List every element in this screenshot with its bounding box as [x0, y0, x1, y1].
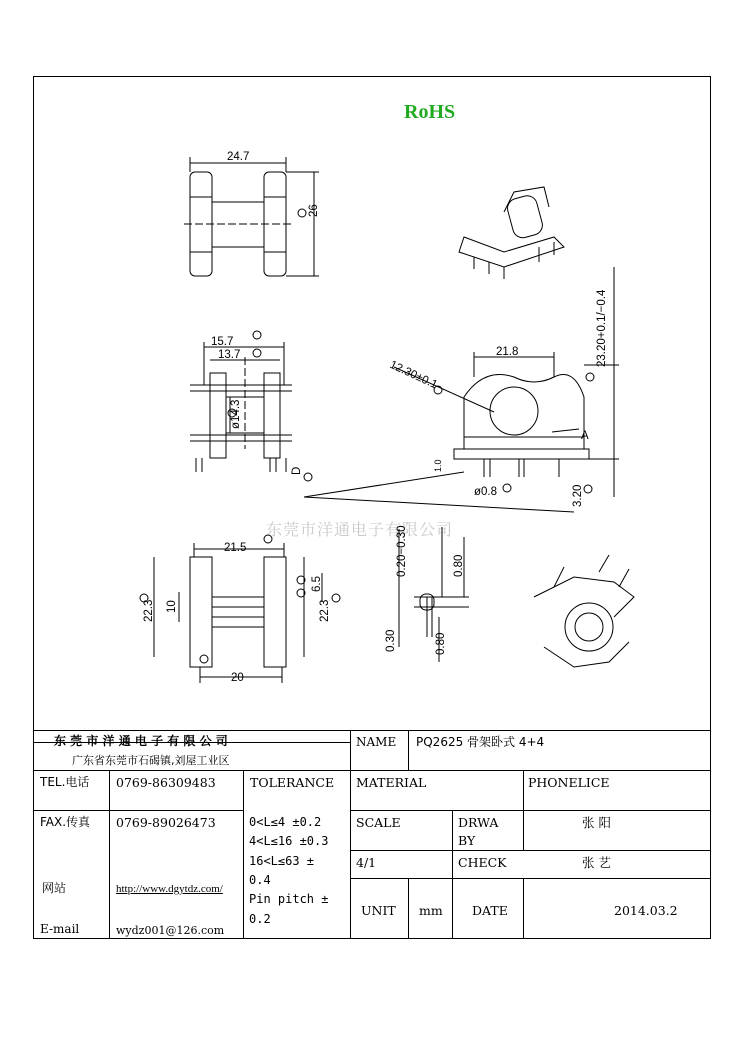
- dim-bottom-base: 20: [231, 672, 244, 684]
- company-address: 广东省东莞市石碣镇,刘屋工业区: [72, 754, 230, 767]
- tolerance-row-4: 0.4: [249, 873, 271, 887]
- top-view: [184, 157, 319, 276]
- company-name: 东 莞 市 洋 通 电 子 有 限 公 司: [54, 734, 228, 748]
- dim-bottom-right-h: 22.3: [319, 599, 331, 622]
- unit-value: mm: [419, 903, 443, 918]
- tel-value: 0769-86309483: [116, 775, 216, 790]
- tolerance-label: TOLERANCE: [250, 775, 335, 790]
- technical-drawing: [34, 77, 710, 727]
- tolerance-row-5: Pin pitch ±: [249, 892, 329, 906]
- drawing-sheet: [33, 76, 711, 939]
- name-value: PQ2625 骨架卧式 4+4: [416, 735, 545, 749]
- drawn-label-1: DRWA: [458, 815, 499, 830]
- dim-pin-side: 0.80: [453, 554, 465, 577]
- dim-top-height: 26: [308, 204, 320, 217]
- fax-label: FAX.传真: [40, 815, 91, 829]
- iso-view-top: [459, 187, 564, 279]
- tolerance-row-1: 0<L≤4 ±0.2: [249, 815, 322, 829]
- date-value: 2014.03.2: [614, 903, 678, 918]
- tolerance-row-3: 16<L≤63 ±: [249, 854, 315, 868]
- fax-value: 0769-89026473: [116, 815, 216, 830]
- website-link[interactable]: http://www.dgytdz.com/: [116, 883, 223, 895]
- dim-side-outer: 15.7: [211, 336, 234, 348]
- dim-front-pin-dia: ø0.8: [474, 486, 498, 498]
- email-value: wydz001@126.com: [116, 924, 225, 937]
- check-value: 张 艺: [582, 855, 611, 870]
- iso-view-bottom: [534, 555, 634, 667]
- dim-pin-top: 0.20−0.30: [396, 525, 408, 577]
- dim-pin-left: 0.30: [385, 629, 397, 652]
- drawn-value: 张 阳: [582, 815, 611, 830]
- dim-top-width: 24.7: [227, 151, 250, 163]
- rohs-label: RoHS: [404, 101, 456, 123]
- dim-bottom-mid: 10: [166, 600, 178, 613]
- pin-detail: [399, 527, 469, 662]
- dim-front-base: 1.0: [433, 459, 443, 472]
- material-value: PHONELICE: [528, 775, 610, 790]
- scale-label: SCALE: [356, 815, 401, 830]
- dim-side-dia: ø14.3: [230, 399, 242, 429]
- check-label: CHECK: [458, 855, 507, 870]
- dim-side-d: D: [291, 466, 303, 475]
- dim-pin-bottom: 0.80: [435, 632, 447, 655]
- dim-bottom-width: 21.5: [224, 542, 247, 554]
- dim-front-height: 23.20+0.1/−0.4: [596, 289, 608, 367]
- tel-label: TEL.电话: [40, 775, 90, 789]
- side-view: [190, 331, 312, 481]
- scale-value: 4/1: [356, 855, 377, 870]
- web-label: 网站: [42, 881, 67, 895]
- dim-front-width: 21.8: [496, 346, 519, 358]
- email-label: E-mail: [40, 922, 80, 936]
- material-label: MATERIAL: [356, 775, 427, 790]
- dim-front-pin-len: 3.20: [572, 484, 584, 507]
- dim-front-radius: 12.30±0.1: [387, 358, 440, 392]
- dim-side-inner: 13.7: [218, 349, 241, 361]
- name-label: NAME: [356, 735, 397, 749]
- tolerance-row-2: 4<L≤16 ±0.3: [249, 834, 329, 848]
- front-view: [304, 267, 619, 512]
- drawn-label-2: BY: [458, 833, 476, 848]
- dim-bottom-pin: 6.5: [311, 576, 323, 592]
- date-label: DATE: [472, 903, 508, 918]
- dim-front-a: A: [581, 430, 589, 442]
- unit-label: UNIT: [361, 903, 396, 918]
- dim-bottom-left-h: 22.3: [143, 599, 155, 622]
- tolerance-row-6: 0.2: [249, 912, 271, 926]
- watermark: 东莞市洋通电子有限公司: [266, 520, 454, 539]
